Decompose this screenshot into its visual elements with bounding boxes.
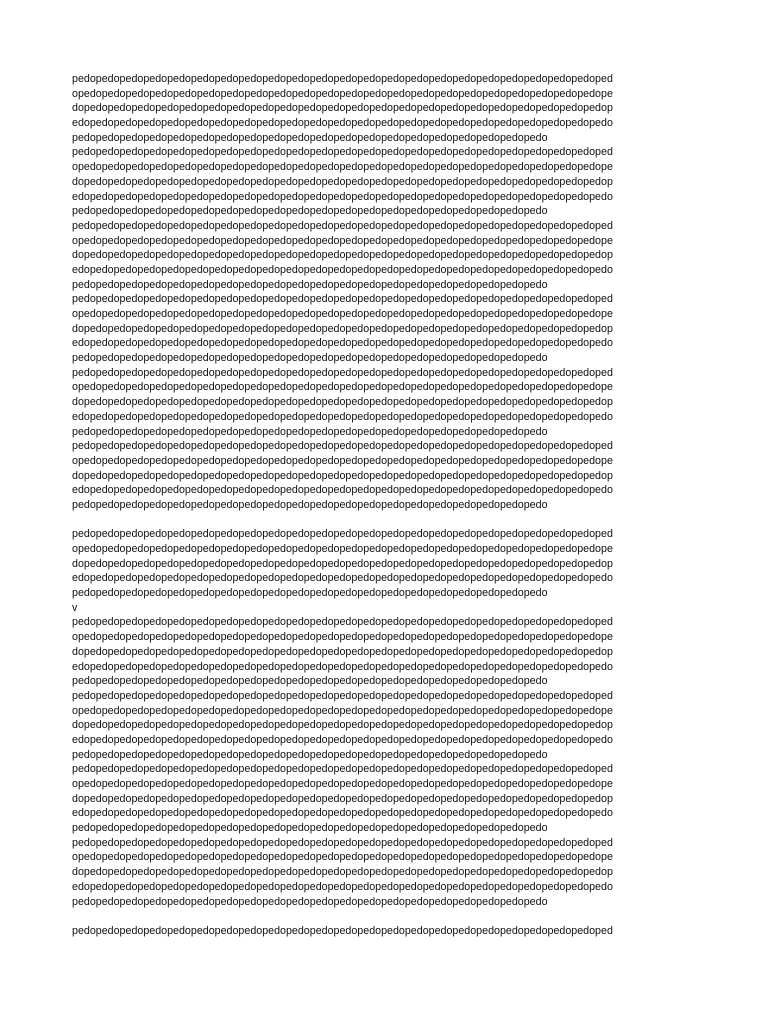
text-line: dopedopedopedopedopedopedopedopedopedopedopedopedopedopedopedopedopedopedopedopedopedopedop bbox=[72, 645, 613, 658]
text-line: pedopedopedopedopedopedopedopedopedopedopedopedopedopedopedopedopedopedopedopedopedopedoped bbox=[72, 146, 613, 159]
text-line: dopedopedopedopedopedopedopedopedopedopedopedopedopedopedopedopedopedopedopedopedopedopedop bbox=[72, 249, 613, 262]
text-line: pedopedopedopedopedopedopedopedopedopedopedopedopedopedopedopedopedopedopedopedopedopedoped bbox=[72, 616, 613, 629]
text-line: pedopedopedopedopedopedopedopedopedopedopedopedopedopedopedopedopedopedopedopedopedopedoped bbox=[72, 763, 613, 776]
text-line: pedopedopedopedopedopedopedopedopedopedopedopedopedopedopedopedopedopedopedopedopedopedoped bbox=[72, 73, 613, 85]
text-line: dopedopedopedopedopedopedopedopedopedopedopedopedopedopedopedopedopedopedopedopedopedopedop bbox=[72, 557, 613, 570]
text-line: pedopedopedopedopedopedopedopedopedopedopedopedopedopedopedopedopedopedopedopedopedopedoped bbox=[72, 689, 613, 702]
text-line: pedopedopedopedopedopedopedopedopedopedopedopedopedopedopedopedopedopedopedopedo bbox=[72, 895, 548, 908]
text-line: edopedopedopedopedopedopedopedopedopedopedopedopedopedopedopedopedopedopedopedopedopedopedo bbox=[72, 484, 613, 497]
text-line: dopedopedopedopedopedopedopedopedopedopedopedopedopedopedopedopedopedopedopedopedopedopedop bbox=[72, 102, 613, 115]
text-line: opedopedopedopedopedopedopedopedopedopedopedopedopedopedopedopedopedopedopedopedopedopedope bbox=[72, 851, 613, 864]
text-line: opedopedopedopedopedopedopedopedopedopedopedopedopedopedopedopedopedopedopedopedopedopedope bbox=[72, 161, 613, 174]
text-line: pedopedopedopedopedopedopedopedopedopedopedopedopedopedopedopedopedopedopedopedopedopedoped bbox=[72, 440, 613, 453]
text-line: pedopedopedopedopedopedopedopedopedopedopedopedopedopedopedopedopedopedopedopedopedopedoped bbox=[72, 836, 613, 849]
text-line: pedopedopedopedopedopedopedopedopedopedopedopedopedopedopedopedopedopedopedopedopedopedoped bbox=[72, 924, 613, 937]
text-line: edopedopedopedopedopedopedopedopedopedopedopedopedopedopedopedopedopedopedopedopedopedopedo bbox=[72, 337, 613, 350]
text-line: dopedopedopedopedopedopedopedopedopedopedopedopedopedopedopedopedopedopedopedopedopedopedop bbox=[72, 792, 613, 805]
text-line: edopedopedopedopedopedopedopedopedopedopedopedopedopedopedopedopedopedopedopedopedopedopedo bbox=[72, 410, 613, 423]
text-line: edopedopedopedopedopedopedopedopedopedopedopedopedopedopedopedopedopedopedopedopedopedopedo bbox=[72, 733, 613, 746]
text-line: dopedopedopedopedopedopedopedopedopedopedopedopedopedopedopedopedopedopedopedopedopedopedop bbox=[72, 396, 613, 409]
text-line: opedopedopedopedopedopedopedopedopedopedopedopedopedopedopedopedopedopedopedopedopedopedope bbox=[72, 778, 613, 790]
text-line: dopedopedopedopedopedopedopedopedopedopedopedopedopedopedopedopedopedopedopedopedopedopedop bbox=[72, 175, 613, 188]
text-line: opedopedopedopedopedopedopedopedopedopedopedopedopedopedopedopedopedopedopedopedopedopedope bbox=[72, 381, 613, 394]
document-page bbox=[72, 72, 712, 939]
text-line: v bbox=[72, 601, 78, 614]
text-line: pedopedopedopedopedopedopedopedopedopedopedopedopedopedopedopedopedopedopedopedo bbox=[72, 352, 548, 365]
text-line: edopedopedopedopedopedopedopedopedopedopedopedopedopedopedopedopedopedopedopedopedopedopedo bbox=[72, 572, 613, 585]
text-line: opedopedopedopedopedopedopedopedopedopedopedopedopedopedopedopedopedopedopedopedopedopedope bbox=[72, 87, 613, 100]
text-line: pedopedopedopedopedopedopedopedopedopedopedopedopedopedopedopedopedopedopedopedo bbox=[72, 278, 548, 291]
blank-line bbox=[72, 513, 712, 528]
text-line: pedopedopedopedopedopedopedopedopedopedopedopedopedopedopedopedopedopedopedopedo bbox=[72, 822, 548, 835]
text-line: edopedopedopedopedopedopedopedopedopedopedopedopedopedopedopedopedopedopedopedopedopedopedo bbox=[72, 190, 613, 203]
text-line: pedopedopedopedopedopedopedopedopedopedopedopedopedopedopedopedopedopedopedopedo bbox=[72, 131, 548, 144]
text-line: opedopedopedopedopedopedopedopedopedopedopedopedopedopedopedopedopedopedopedopedopedopedope bbox=[72, 454, 613, 467]
text-line: dopedopedopedopedopedopedopedopedopedopedopedopedopedopedopedopedopedopedopedopedopedopedop bbox=[72, 866, 613, 879]
text-line: pedopedopedopedopedopedopedopedopedopedopedopedopedopedopedopedopedopedopedopedo bbox=[72, 498, 548, 511]
text-line: dopedopedopedopedopedopedopedopedopedopedopedopedopedopedopedopedopedopedopedopedopedopedop bbox=[72, 469, 613, 482]
text-line: pedopedopedopedopedopedopedopedopedopedopedopedopedopedopedopedopedopedopedopedopedopedoped bbox=[72, 293, 613, 306]
text-line: opedopedopedopedopedopedopedopedopedopedopedopedopedopedopedopedopedopedopedopedopedopedope bbox=[72, 704, 613, 717]
text-line: dopedopedopedopedopedopedopedopedopedopedopedopedopedopedopedopedopedopedopedopedopedopedop bbox=[72, 719, 613, 732]
text-line: pedopedopedopedopedopedopedopedopedopedopedopedopedopedopedopedopedopedopedopedo bbox=[72, 205, 548, 218]
blank-line bbox=[72, 909, 712, 924]
text-line: opedopedopedopedopedopedopedopedopedopedopedopedopedopedopedopedopedopedopedopedopedopedope bbox=[72, 631, 613, 644]
text-line: opedopedopedopedopedopedopedopedopedopedopedopedopedopedopedopedopedopedopedopedopedopedope bbox=[72, 543, 613, 555]
text-line: pedopedopedopedopedopedopedopedopedopedopedopedopedopedopedopedopedopedopedopedopedopedoped bbox=[72, 219, 613, 232]
text-line: edopedopedopedopedopedopedopedopedopedopedopedopedopedopedopedopedopedopedopedopedopedopedo bbox=[72, 263, 613, 276]
text-line: pedopedopedopedopedopedopedopedopedopedopedopedopedopedopedopedopedopedopedopedo bbox=[72, 675, 548, 688]
text-line: pedopedopedopedopedopedopedopedopedopedopedopedopedopedopedopedopedopedopedopedopedopedoped bbox=[72, 528, 613, 541]
text-line: edopedopedopedopedopedopedopedopedopedopedopedopedopedopedopedopedopedopedopedopedopedopedo bbox=[72, 880, 613, 893]
text-line: pedopedopedopedopedopedopedopedopedopedopedopedopedopedopedopedopedopedopedopedo bbox=[72, 587, 548, 600]
text-line: dopedopedopedopedopedopedopedopedopedopedopedopedopedopedopedopedopedopedopedopedopedopedop bbox=[72, 322, 613, 335]
text-line: pedopedopedopedopedopedopedopedopedopedopedopedopedopedopedopedopedopedopedopedopedopedoped bbox=[72, 366, 613, 379]
text-line: opedopedopedopedopedopedopedopedopedopedopedopedopedopedopedopedopedopedopedopedopedopedope bbox=[72, 308, 613, 320]
text-line: pedopedopedopedopedopedopedopedopedopedopedopedopedopedopedopedopedopedopedopedo bbox=[72, 425, 548, 438]
text-line: edopedopedopedopedopedopedopedopedopedopedopedopedopedopedopedopedopedopedopedopedopedopedo bbox=[72, 807, 613, 820]
text-line: edopedopedopedopedopedopedopedopedopedopedopedopedopedopedopedopedopedopedopedopedopedopedo bbox=[72, 660, 613, 673]
text-line: edopedopedopedopedopedopedopedopedopedopedopedopedopedopedopedopedopedopedopedopedopedopedo bbox=[72, 117, 613, 130]
text-line: pedopedopedopedopedopedopedopedopedopedopedopedopedopedopedopedopedopedopedopedo bbox=[72, 748, 548, 761]
text-line: opedopedopedopedopedopedopedopedopedopedopedopedopedopedopedopedopedopedopedopedopedopedope bbox=[72, 234, 613, 247]
